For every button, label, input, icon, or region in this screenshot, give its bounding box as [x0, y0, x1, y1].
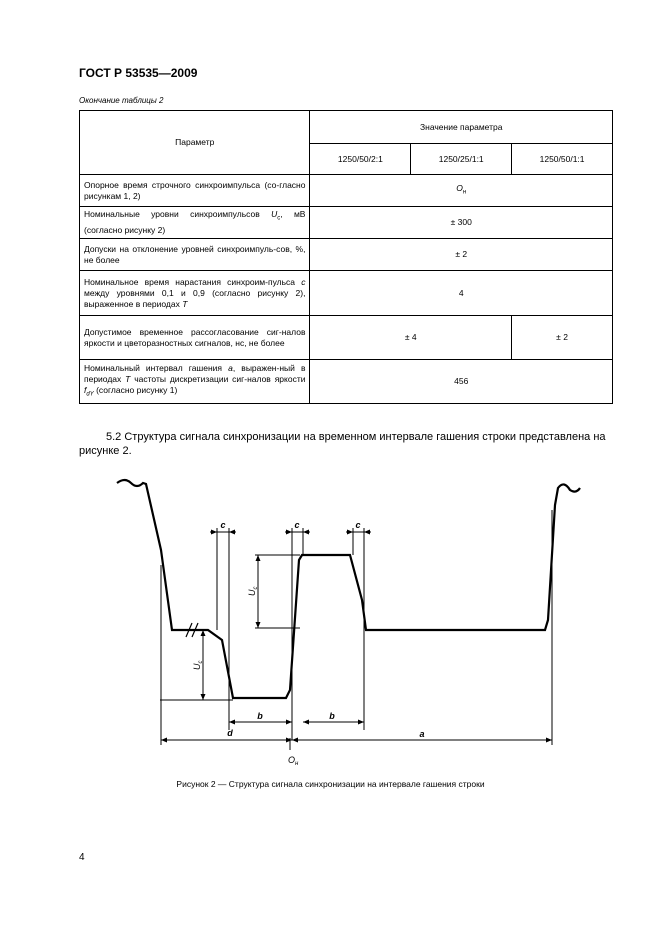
row-value: 456: [310, 360, 613, 404]
label-a: a: [419, 729, 425, 739]
row-param: Допустимое временное рассогласование сиг-налов яркости и цветоразностных сигналов, нс, не более: [80, 316, 310, 360]
section-paragraph: 5.2 Структура сигнала синхронизации на временном интервале гашения строки представлена на рисунке 2.: [79, 431, 606, 457]
row-param: Номинальные уровни синхроимпульсов $U_c$, мВ (согласно рисунку 2): [80, 207, 310, 239]
value-header: Значение параметра: [310, 111, 613, 144]
label-uc: $U_c$: [192, 660, 204, 670]
label-d: d: [227, 728, 233, 738]
row-param: Опорное время строчного синхроимпульса (со-гласно рисункам 1, 2): [80, 175, 310, 207]
subcol-header: 1250/50/2:1: [310, 144, 411, 175]
subcol-header: 1250/25/1:1: [411, 144, 512, 175]
figure-caption: Рисунок 2 — Структура сигнала синхронизации на интервале гашения строки: [176, 779, 485, 789]
row-value: ± 300: [310, 207, 613, 239]
table-row: [80, 360, 613, 404]
table-row: [80, 239, 613, 271]
table-row: [80, 271, 613, 316]
table-row: [80, 175, 613, 207]
param-header: Параметр: [80, 111, 310, 175]
row-param: Номинальный интервал гашения a, выражен-ный в периодах T частоты дискретизации сиг-налов яркости $f_{dY}$ (согласно рисунку 1): [80, 360, 310, 404]
row-value: ± 2: [512, 316, 613, 360]
row-value: 4: [310, 271, 613, 316]
label-b: b: [329, 711, 335, 721]
row-value: $O_н$: [310, 175, 613, 207]
label-c: c: [220, 520, 226, 530]
parameters-table: [79, 110, 613, 404]
row-value: ± 2: [310, 239, 613, 271]
sync-waveform: [117, 480, 580, 698]
row-value: ± 4: [310, 316, 512, 360]
label-uc: $U_c$: [247, 586, 259, 596]
label-c: c: [294, 520, 300, 530]
label-c: c: [355, 520, 361, 530]
label-b: b: [257, 711, 263, 721]
label-oh: $O_н$: [288, 755, 299, 767]
table-caption: Окончание таблицы 2: [79, 96, 164, 105]
row-param: Допуски на отклонение уровней синхроимпуль-сов, %, не более: [80, 239, 310, 271]
subcol-header: 1250/50/1:1: [512, 144, 613, 175]
row-param: Номинальное время нарастания синхроим-пульса c между уровнями 0,1 и 0,9 (согласно рисунку 2), выраженное в периодах T: [80, 271, 310, 316]
page-number: 4: [79, 852, 85, 863]
document-header: ГОСТ Р 53535—2009: [79, 66, 198, 80]
table-row: [80, 207, 613, 239]
table-row: [80, 316, 613, 360]
sync-signal-figure: [100, 470, 585, 775]
